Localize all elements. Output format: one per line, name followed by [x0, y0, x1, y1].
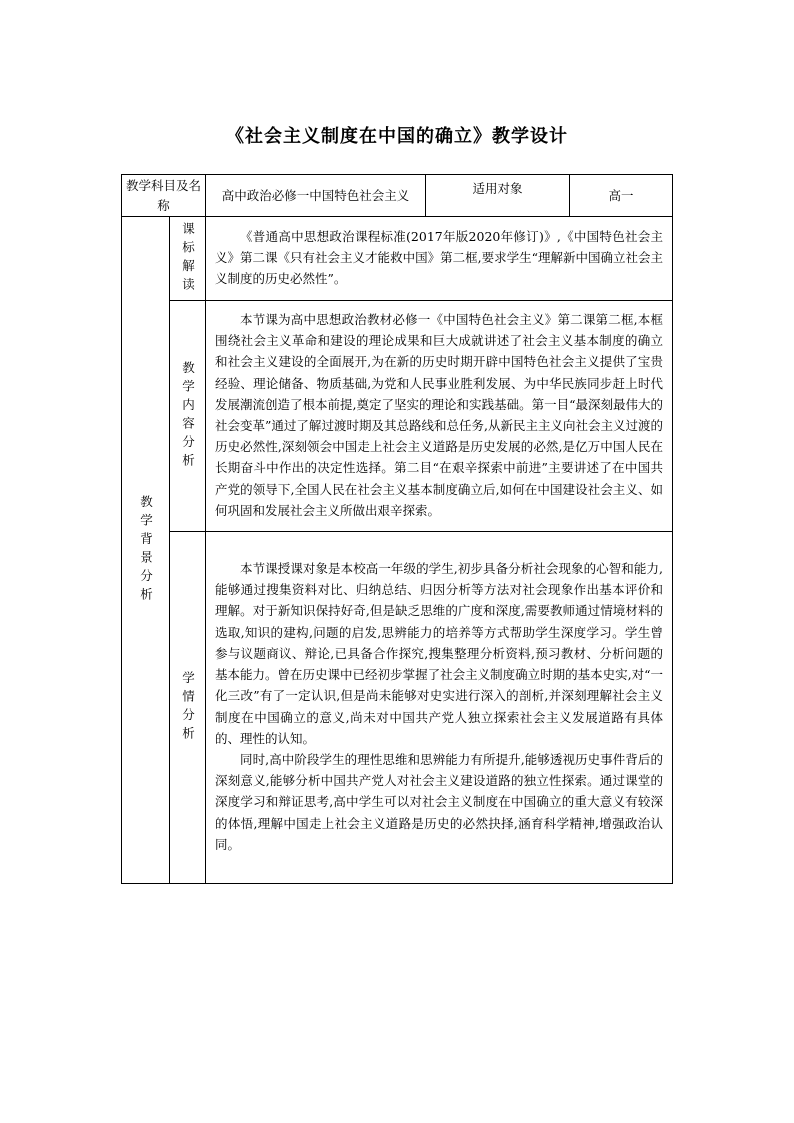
content-analysis-text-cell [206, 301, 673, 532]
learner-analysis-label-cell [170, 532, 206, 884]
curriculum-label: 课标解读 [180, 221, 196, 296]
content-analysis-row [122, 301, 673, 532]
audience-label: 适用对象 [472, 181, 523, 196]
page-title: 《社会主义制度在中国的确立》教学设计 [226, 126, 568, 147]
learner-analysis-paragraph-1: 本节课授课对象是本校高一年级的学生,初步具备分析社会现象的心智和能力,能够通过搜集资料对比、归纳总结、归因分析等方法对社会现象作出基本评价和理解。对于新知识保持好奇,但是缺乏思维的广度和深度,需要教师通过情境材料的选取,知识的建构,问题的启发,思辨能力的培养等方式帮助学生深度学习。学生曾参与议题商议、辩论,已具备合作探究,搜集整理分析资料,预习教材、分析问题的基本能力。曾在历史课中已经初步掌握了社会主义制度确立时期的基本史实,对“一化三改”有了一定认识,但是尚未能够对史实进行深入的剖析,并深刻理解社会主义制度在中国确立的意义,尚未对中国共产党人独立探索社会主义发展道路有具体的、理性的认知。 [215, 561, 664, 746]
curriculum-text: 《普通高中思想政治课程标准(2017年版2020年修订)》,《中国特色社会主义》第二课《只有社会主义才能救中国》第二框,要求学生“理解新中国确立社会主义制度的历史必然性”。 [215, 228, 664, 287]
curriculum-row [122, 217, 673, 301]
learner-analysis-paragraph-2: 同时,高中阶段学生的理性思维和思辨能力有所提升,能够透视历史事件背后的深刻意义,能够分析中国共产党人对社会主义建设道路的独立性探索。通过课堂的深度学习和辩证思考,高中学生可以对社会主义制度在中国确立的重大意义有较深的体悟,理解中国走上社会主义道路是历史的必然抉择,涵育科学精神,增强政治认同。 [215, 751, 664, 852]
subject-label: 教学科目及名称 [126, 177, 202, 213]
audience-value: 高一 [608, 187, 634, 203]
subject-label-cell [122, 175, 206, 217]
curriculum-label-cell [170, 217, 206, 301]
content-analysis-label-cell [170, 301, 206, 532]
learner-analysis-label: 学情分析 [180, 670, 196, 745]
background-label-cell [122, 217, 170, 884]
teaching-design-table [121, 174, 673, 884]
audience-label-cell [426, 175, 570, 217]
content-analysis-text: 本节课为高中思想政治教材必修一《中国特色社会主义》第二课第二框,本框围绕社会主义革命和建设的理论成果和巨大成就讲述了社会主义基本制度的确立和社会主义建设的全面展开,为在新的历史时期开辟中国特色社会主义提供了宝贵经验、理论储备、物质基础,为党和人民事业胜利发展、为中华民族同步赶上时代发展潮流创造了根本前提,奠定了坚实的理论和实践基础。第一目“最深刻最伟大的社会变革”通过了解过渡时期及其总路线和总任务,从新民主主义向社会主义过渡的历史必然性,深刻领会中国走上社会主义道路是历史发展的必然,是亿万中国人民在长期奋斗中作出的决定性选择。第二目“在艰辛探索中前进”主要讲述了在中国共产党的领导下,全国人民在社会主义基本制度确立后,如何在中国建设社会主义、如何巩固和发展社会主义所做出艰辛探索。 [215, 311, 664, 518]
background-label: 教学背景分析 [138, 494, 154, 606]
audience-value-cell [570, 175, 673, 217]
learner-analysis-text-cell [206, 532, 673, 884]
curriculum-text-cell [206, 217, 673, 301]
subject-value: 高中政治必修一中国特色社会主义 [221, 187, 410, 203]
content-analysis-label: 教学内容分析 [180, 360, 196, 472]
subject-value-cell [206, 175, 426, 217]
learner-analysis-row [122, 532, 673, 884]
header-row [122, 175, 673, 217]
